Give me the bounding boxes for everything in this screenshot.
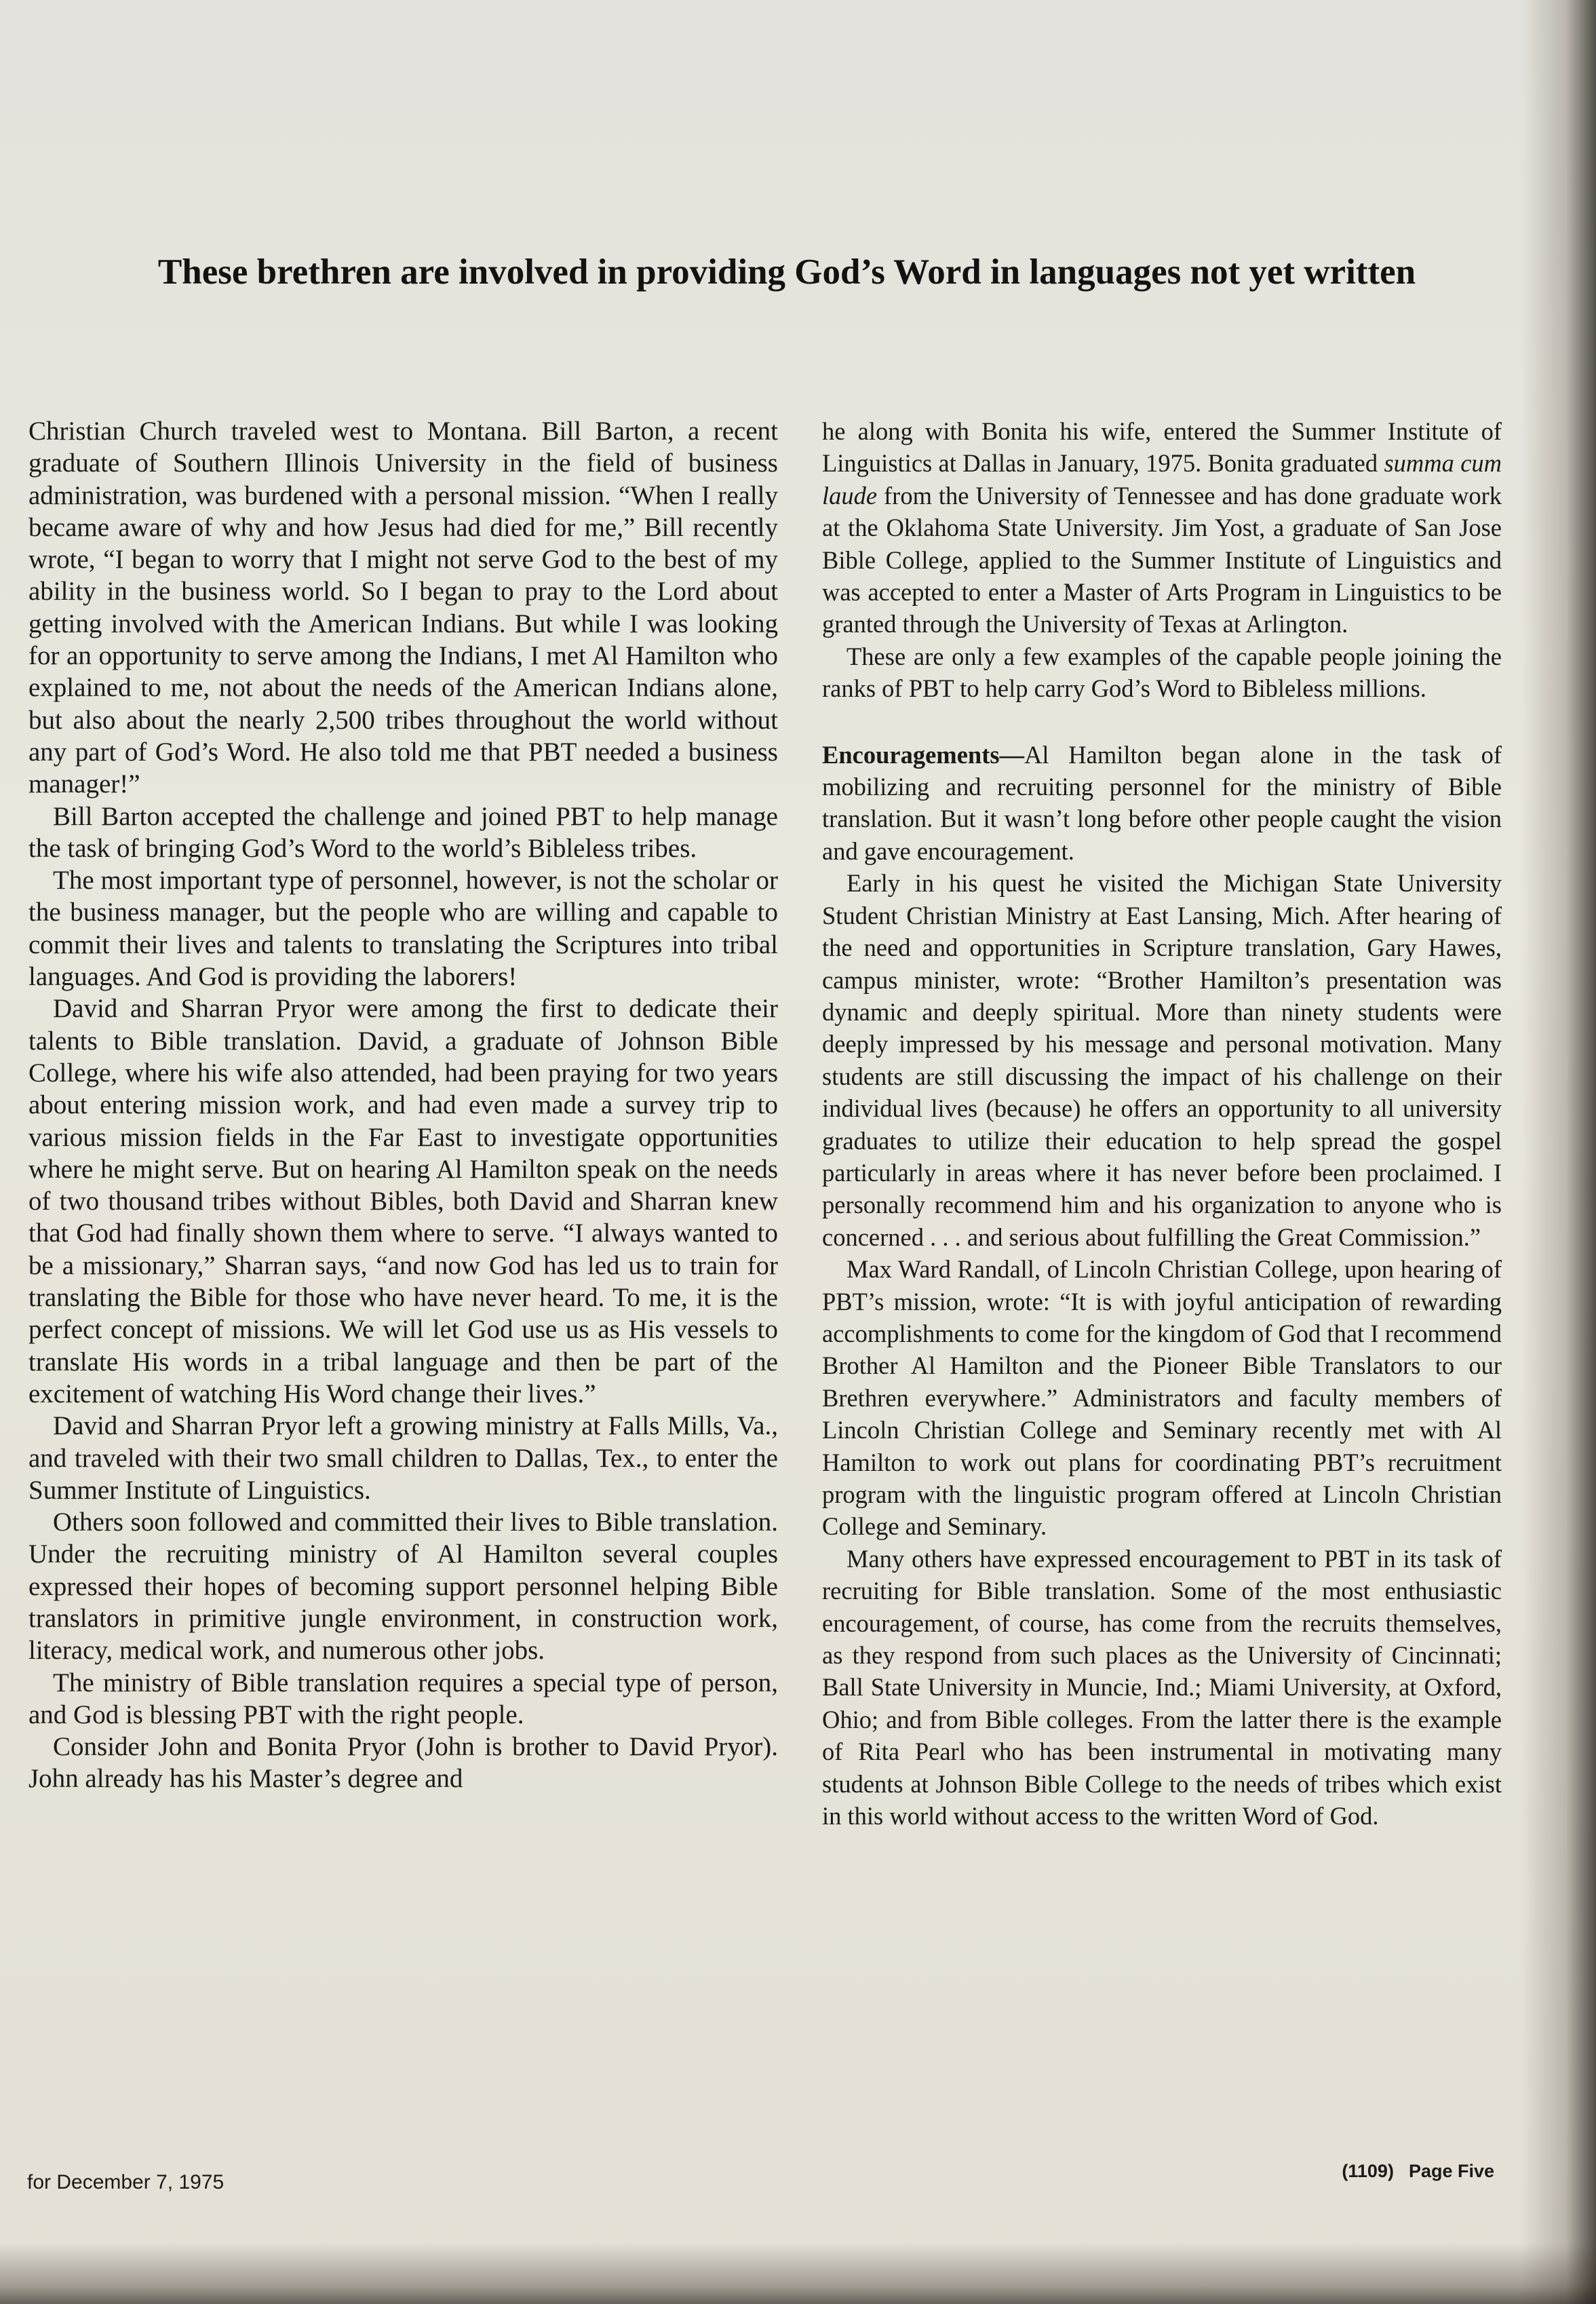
- left-paragraph-8: Consider John and Bonita Pryor (John is brother to David Pryor). John already has his Master’s degree and: [28, 1732, 778, 1794]
- latin-honor-phrase: summa cum laude: [822, 449, 1502, 510]
- encouragements-text: Al Hamilton began alone in the task of mobilizing and recruiting personnel for the ministry of Bible translation. But it wasn’t long before other people caught the vision and gave encouragement.: [822, 740, 1502, 865]
- right-paragraph-6: Many others have expressed encouragement to PBT in its task of recruiting for Bible translation. Some of the most enthusiastic encouragement, of course, has come from the recruits themselves, as they respond from such places as the University of Cincinnati; Ball State University in Muncie, Ind.; Miami University, at Oxford, Ohio; and from Bible colleges. From the latter there is the example of Rita Pearl who has been instrumental in motivating many students at Johnson Bible College to the needs of tribes which exist in this world without access to the written Word of God.: [822, 1544, 1502, 1830]
- show-through-bleed: [0, 139, 1596, 233]
- section-subhead: Encouragements—: [822, 740, 1025, 769]
- right-column: [822, 415, 1502, 1832]
- left-paragraph-1: Christian Church traveled west to Montana. Bill Barton, a recent graduate of Southern Illinois University in the field of business administration, was burdened with a personal mission. “When I really became aware of why and how Jesus had died for me,” Bill recently wrote, “I began to worry that I might not serve God to the best of my ability in the business world. So I began to pray to the Lord about getting involved with the American Indians. But while I was looking for an opportunity to serve among the Indians, I met Al Hamilton who explained to me, not about the needs of the American Indians alone, but also about the nearly 2,500 tribes throughout the world without any part of God’s Word. He also told me that PBT needed a business manager!”: [28, 417, 778, 799]
- right-paragraph-1-end: from the University of Tennessee and has done graduate work at the Oklahoma State University. Jim Yost, a graduate of San Jose Bible College, applied to the Summer Institute of Linguistics and was accepted to enter a Master of Arts Program in Linguistics to be granted through the University of Texas at Arlington.: [822, 481, 1502, 638]
- right-paragraph-1-start: he along with Bonita his wife, entered the Summer Institute of Linguistics at Dallas in January, 1975. Bonita graduated: [822, 417, 1502, 478]
- issue-date: for December 7, 1975: [27, 2171, 225, 2193]
- right-paragraph-4: Early in his quest he visited the Michigan State University Student Christian Ministry at East Lansing, Mich. After hearing of the need and opportunities in Scripture translation, Gary Hawes, campus minister, wrote: “Brother Hamilton’s presentation was dynamic and deeply spiritual. More than ninety students were deeply impressed by his message and personal motivation. Many students are still discussing the impact of his challenge on their individual lives (because) he offers an opportunity to all university graduates to utilize their education to help spread the gospel particularly in areas where it has never before been proclaimed. I personally recommend him and his organization to anyone who is concerned . . . and serious about fulfilling the Great Commission.”: [822, 869, 1502, 1251]
- left-column: [28, 415, 778, 1795]
- right-paragraph-2: These are only a few examples of the capable people joining the ranks of PBT to help carry God’s Word to Bibleless millions.: [822, 642, 1502, 703]
- page-code: (1109): [1342, 2161, 1394, 2181]
- encouragements-paragraph: [822, 739, 1502, 868]
- left-paragraph-5: David and Sharran Pryor left a growing ministry at Falls Mills, Va., and traveled with their two small children to Dallas, Tex., to enter the Summer Institute of Linguistics.: [28, 1411, 778, 1505]
- left-paragraph-3: The most important type of personnel, however, is not the scholar or the business manager, but the people who are willing and capable to commit their lives and talents to translating the Scriptures into tribal languages. And God is providing the laborers!: [28, 866, 778, 992]
- left-paragraph-6: Others soon followed and committed their lives to Bible translation. Under the recruiting ministry of Al Hamilton several couples expressed their hopes of becoming support personnel helping Bible translators in primitive jungle environment, in construction work, literacy, medical work, and numerous other jobs.: [28, 1508, 778, 1666]
- page-bottom-shadow: [0, 2243, 1596, 2304]
- page-label: Page Five: [1408, 2161, 1494, 2181]
- page-edge-shadow: [1521, 0, 1596, 2304]
- right-paragraph-1: [822, 415, 1502, 640]
- left-paragraph-7: The ministry of Bible translation requires a special type of person, and God is blessing PBT with the right people.: [28, 1668, 778, 1729]
- left-paragraph-4: David and Sharran Pryor were among the first to dedicate their talents to Bible translation. David, a graduate of Johnson Bible College, where his wife also attended, had been praying for two years about entering mission work, and had even made a survey trip to various mission fields in the Far East to investigate opportunities where he might serve. But on hearing Al Hamilton speak on the needs of two thousand tribes without Bibles, both David and Sharran knew that God had finally shown them where to serve. “I always wanted to be a missionary,” Sharran says, “and now God has led us to train for translating the Bible for those who have never heard. To me, it is the perfect concept of missions. We will let God use us as His vessels to translate His words in a tribal language and then be part of the excitement of watching His Word change their lives.”: [28, 994, 778, 1408]
- right-paragraph-5: Max Ward Randall, of Lincoln Christian College, upon hearing of PBT’s mission, wrote: “It is with joyful anticipation of rewarding accomplishments to come for the kingdom of God that I recommend Brother Al Hamilton and the Pioneer Bible Translators to our Brethren everywhere.” Administrators and faculty members of Lincoln Christian College and Seminary recently met with Al Hamilton to work out plans for coordinating PBT’s recruitment program with the linguistic program offered at Lincoln Christian College and Seminary.: [822, 1255, 1502, 1541]
- page-number: [1342, 2161, 1494, 2182]
- left-paragraph-2: Bill Barton accepted the challenge and joined PBT to help manage the task of bringing God’s Word to the world’s Bibleless tribes.: [28, 801, 778, 863]
- headline: These brethren are involved in providing God’s Word in languages not yet written: [157, 252, 1416, 292]
